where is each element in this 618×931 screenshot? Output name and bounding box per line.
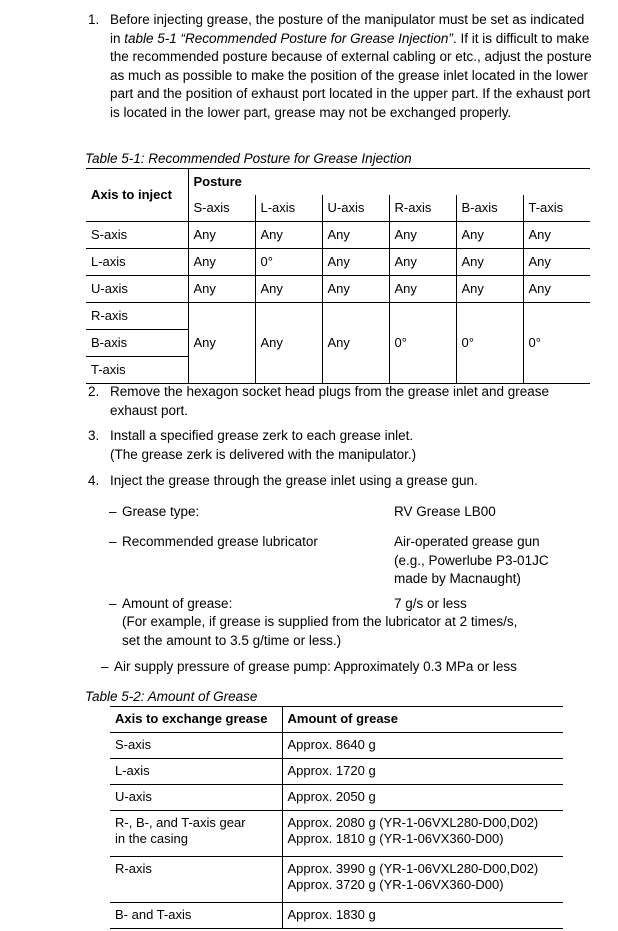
table-5-2 [110, 706, 563, 929]
spec-label: Air supply pressure of grease pump: Approximately 0.3 MPa or less [114, 659, 517, 674]
cell-value: Any [523, 276, 590, 303]
step3-main-text: Install a specified grease zerk to each grease inlet. [110, 428, 414, 443]
step-text [110, 427, 593, 464]
table-5-1 [86, 168, 590, 384]
table-row [86, 276, 590, 303]
spec-note-line-2: set the amount to 3.5 g/time or less.) [122, 632, 342, 648]
spec-value-line-1: Air-operated grease gun [394, 534, 540, 549]
spec-air-supply-pressure [101, 658, 596, 677]
spec-amount-of-grease [109, 595, 589, 614]
cell-value: Any [322, 249, 389, 276]
header-axis-to-exchange-grease: Axis to exchange grease [110, 707, 282, 733]
row-axis-label: B- and T-axis [110, 903, 282, 929]
table-row [86, 303, 590, 330]
cell-amount-line-1: Approx. 2080 g (YR-1-06VXL280-D00,D02) [287, 815, 539, 830]
cell-value: Any [456, 276, 523, 303]
step1-lead-text: Before injecting grease, the posture of the manipulator must be set as indicated in [110, 12, 585, 46]
procedure-step-4 [85, 472, 593, 491]
table-row [110, 811, 563, 857]
cell-value-merged: 0° [523, 303, 590, 384]
header-posture-s-axis: S-axis [188, 195, 255, 222]
cell-value: Any [188, 249, 255, 276]
table-5-2-caption: Table 5-2: Amount of Grease [85, 689, 258, 704]
row-axis-label: S-axis [86, 222, 188, 249]
header-axis-to-inject: Axis to inject [86, 169, 188, 222]
header-posture-t-axis: T-axis [523, 195, 590, 222]
table-row [110, 759, 563, 785]
row-axis-label: U-axis [86, 276, 188, 303]
spec-note-line-1: (For example, if grease is supplied from the lubricator at 2 times/s, [122, 614, 518, 629]
cell-value: Any [188, 222, 255, 249]
cell-value-merged: 0° [389, 303, 456, 384]
header-posture-l-axis: L-axis [255, 195, 322, 222]
header-posture-b-axis: B-axis [456, 195, 523, 222]
cell-amount-line-2: Approx. 3720 g (YR-1-06VX360-D00) [287, 877, 504, 892]
cell-amount: Approx. 8640 g [282, 733, 563, 759]
table-row [110, 785, 563, 811]
spec-label: Recommended grease lubricator [122, 534, 318, 549]
procedure-step-3 [85, 427, 593, 464]
step-number: 1. [88, 12, 100, 27]
dash-bullet-icon: – [109, 534, 117, 549]
row-axis-label [110, 811, 282, 857]
step1-tail-text: . If it is difficult to make the recommended posture because of external cabling or etc., adjust the posture as much as possible to make the position of the grease inlet located in the lower part and the position of exhaust port located in the upper part. If the exhaust port is located in the lower part, grease may not be exchanged properly. [110, 30, 592, 120]
header-posture-u-axis: U-axis [322, 195, 389, 222]
cell-amount-line-1: Approx. 3990 g (YR-1-06VXL280-D00,D02) [287, 861, 539, 876]
cell-amount [282, 811, 563, 857]
row-axis-label: R-axis [86, 303, 188, 330]
row-axis-label: L-axis [86, 249, 188, 276]
cell-amount-line-2: Approx. 1810 g (YR-1-06VX360-D00) [287, 831, 504, 846]
header-amount-of-grease: Amount of grease [282, 707, 563, 733]
row-axis-label-line-1: R-, B-, and T-axis gear [115, 815, 246, 830]
dash-bullet-icon: – [109, 504, 117, 519]
step-text [110, 11, 593, 123]
cell-amount: Approx. 2050 g [282, 785, 563, 811]
cell-value: Any [456, 222, 523, 249]
row-axis-label: B-axis [86, 330, 188, 357]
row-axis-label-line-2: in the casing [115, 831, 188, 846]
cell-value: 0° [255, 249, 322, 276]
cell-value-merged: Any [255, 303, 322, 384]
spec-amount-note [122, 613, 592, 650]
spec-value [394, 533, 589, 589]
cell-value: Any [322, 222, 389, 249]
step-text: Inject the grease through the grease inlet using a grease gun. [110, 473, 478, 488]
cell-value: Any [389, 222, 456, 249]
cell-amount: Approx. 1720 g [282, 759, 563, 785]
table-row [86, 249, 590, 276]
spec-value: RV Grease LB00 [394, 504, 496, 519]
cell-value: Any [255, 222, 322, 249]
step3-sub-text: (The grease zerk is delivered with the manipulator.) [110, 446, 417, 462]
cell-value-merged: Any [188, 303, 255, 384]
table-row-header-1 [86, 169, 590, 196]
spec-grease-type [109, 503, 589, 522]
step-number: 3. [88, 428, 100, 443]
cell-value: Any [523, 249, 590, 276]
procedure-step-2 [85, 383, 593, 420]
spec-label: Amount of grease: [122, 596, 233, 611]
table-row-header [110, 707, 563, 733]
table-row [86, 222, 590, 249]
cell-value: Any [456, 249, 523, 276]
table-row [110, 733, 563, 759]
cell-amount [282, 857, 563, 903]
row-axis-label: T-axis [86, 357, 188, 384]
table-row [110, 857, 563, 903]
header-posture: Posture [188, 169, 590, 196]
step-number: 2. [88, 384, 100, 399]
row-axis-label: S-axis [110, 733, 282, 759]
table-5-1-caption: Table 5-1: Recommended Posture for Grease Injection [85, 151, 412, 166]
cell-value: Any [389, 276, 456, 303]
cell-value: Any [523, 222, 590, 249]
spec-recommended-lubricator [109, 533, 589, 589]
dash-bullet-icon: – [101, 659, 109, 674]
step-number: 4. [88, 473, 100, 488]
procedure-step-1 [85, 11, 593, 123]
step-text: Remove the hexagon socket head plugs from the grease inlet and grease exhaust port. [110, 384, 550, 418]
spec-label: Grease type: [122, 504, 200, 519]
cell-value: Any [322, 276, 389, 303]
cell-value: Any [188, 276, 255, 303]
step1-table-reference: table 5-1 “Recommended Posture for Grease Injection” [124, 30, 453, 46]
spec-value-line-2: (e.g., Powerlube P3-01JC [394, 552, 549, 568]
cell-amount: Approx. 1830 g [282, 903, 563, 929]
row-axis-label: U-axis [110, 785, 282, 811]
table-row [110, 903, 563, 929]
spec-value: 7 g/s or less [394, 596, 467, 611]
dash-bullet-icon: – [109, 596, 117, 611]
cell-value: Any [255, 276, 322, 303]
header-posture-r-axis: R-axis [389, 195, 456, 222]
cell-value: Any [389, 249, 456, 276]
cell-value-merged: 0° [456, 303, 523, 384]
row-axis-label: L-axis [110, 759, 282, 785]
cell-value-merged: Any [322, 303, 389, 384]
row-axis-label: R-axis [110, 857, 282, 903]
spec-value-line-3: made by Macnaught) [394, 571, 521, 587]
